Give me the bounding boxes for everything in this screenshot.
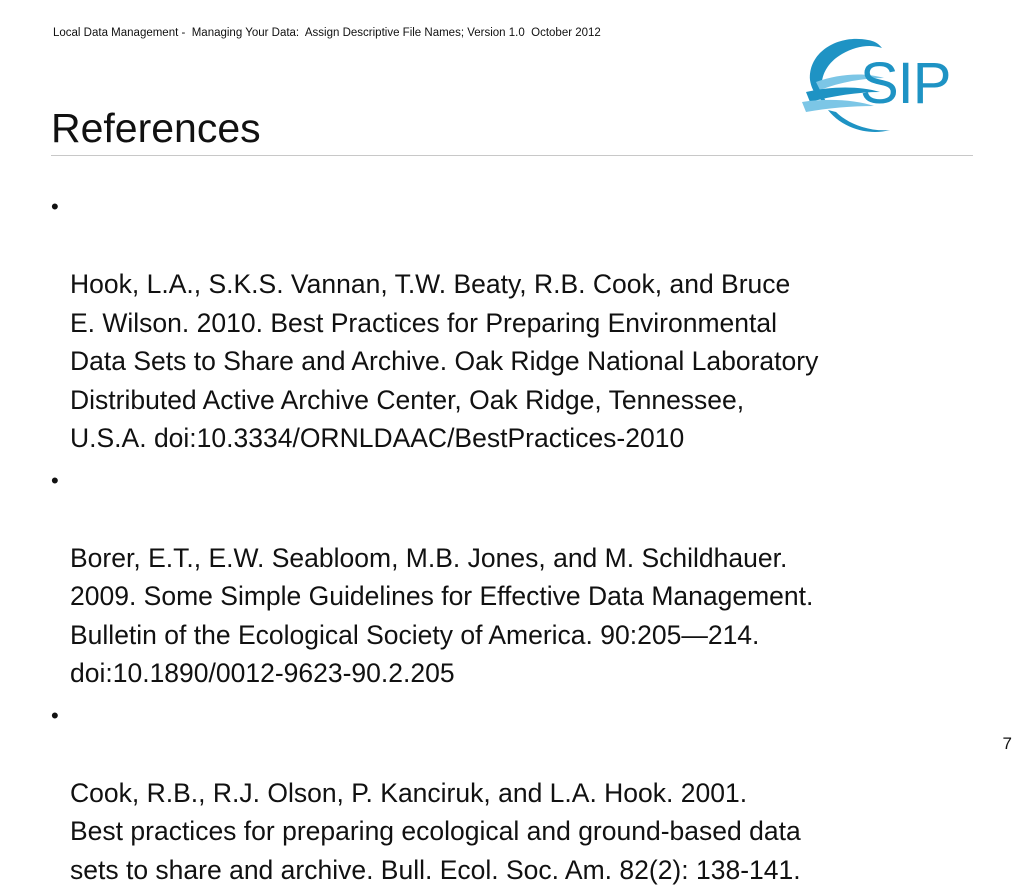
reference-text: Borer, E.T., E.W. Seabloom, M.B. Jones, and M. Schildhauer. 2009. Some Simple Guidelines for Effective Data Management. Bulletin of the Ecological Society of America. 90:205—214. doi:10.1890/0012-9623-90.2.205 [70,542,814,688]
reference-item [51,697,981,890]
page-number: 7 [1002,734,1012,753]
reference-item [51,462,981,693]
slide-title: References [51,105,261,151]
bullet-icon: • [51,702,59,728]
bullet-icon: • [51,467,59,493]
title-divider [51,155,973,156]
bullet-icon: • [51,194,59,219]
header-note: Local Data Management - Managing Your Data: Assign Descriptive File Names; Version 1.0 October 2012 [53,27,601,39]
reference-item [51,188,981,458]
reference-list [51,188,981,893]
logo-text: SIP [860,51,951,116]
reference-text: Cook, R.B., R.J. Olson, P. Kanciruk, and L.A. Hook. 2001. Best practices for preparing ecological and ground-based data sets to share and archive. Bull. Ecol. Soc. Am. 82(2): 138-141. [70,777,801,885]
reference-text: Hook, L.A., S.K.S. Vannan, T.W. Beaty, R.B. Cook, and Bruce E. Wilson. 2010. Best Practices for Preparing Environmental Data Sets to Share and Archive. Oak Ridge National Laboratory Distributed Active Archive Center, Oak Ridge, Tennessee, U.S.A. doi:10.3334/ORNLDAAC/BestPractices-2010 [70,269,819,453]
